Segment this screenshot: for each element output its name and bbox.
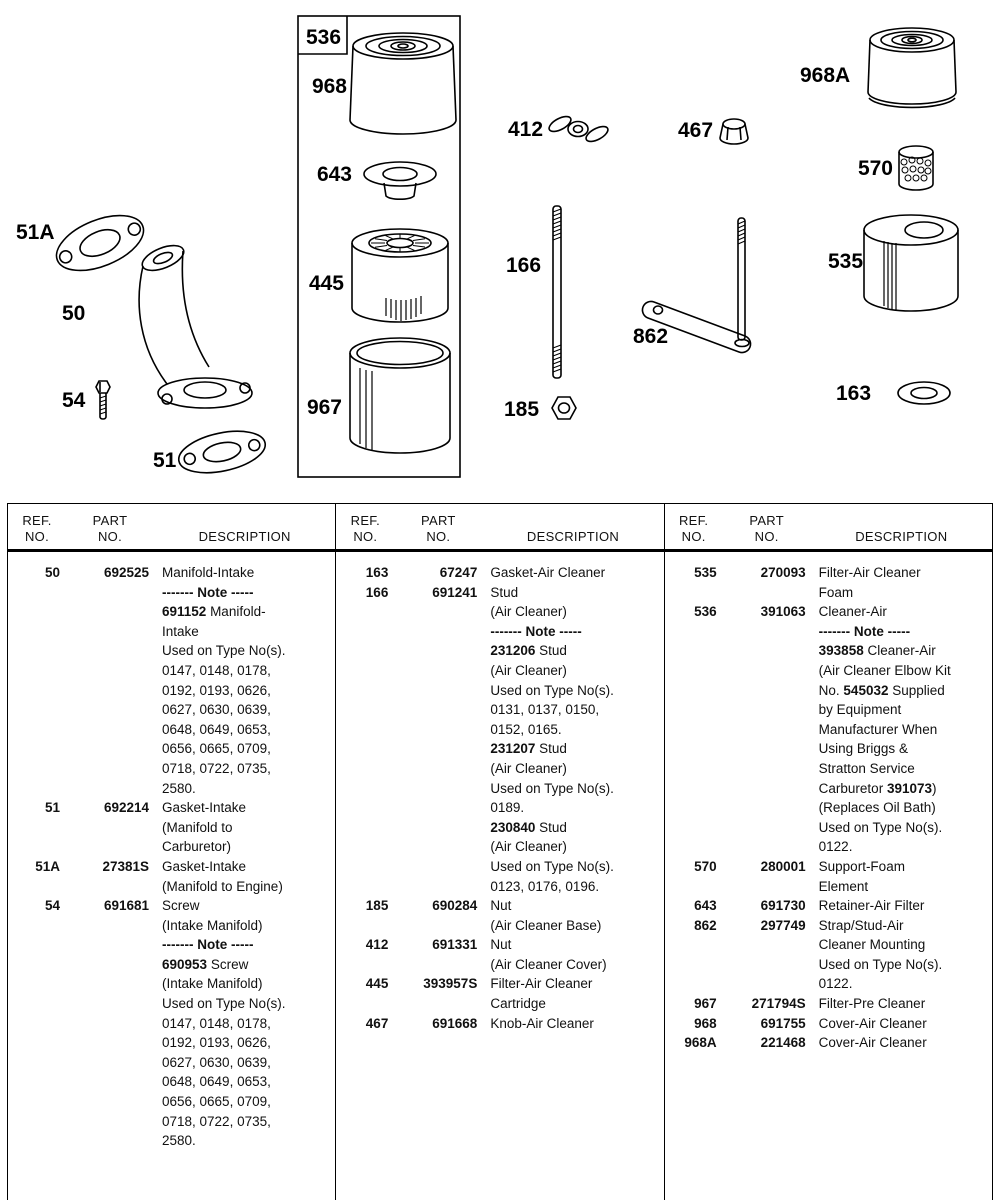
description-cell (154, 798, 335, 857)
column-rows (336, 552, 663, 1033)
part-no-header (66, 513, 154, 545)
header-line: NO. (754, 529, 779, 544)
description-line: Knob-Air Cleaner (490, 1015, 594, 1031)
header-line: PART (420, 513, 456, 528)
parts-row (665, 896, 992, 916)
ref-no-cell: 536 (694, 604, 717, 620)
description-line: Stratton Service (818, 760, 915, 776)
description-line: 0627, 0630, 0639, (162, 702, 271, 718)
header-line: NO. (97, 529, 122, 544)
description-cell (482, 896, 663, 935)
description-line: (Air Cleaner) (490, 760, 567, 776)
description-cell (811, 857, 992, 896)
ref-no-cell: 185 (365, 898, 389, 914)
label-51: 51 (153, 449, 177, 472)
description-line: 0656, 0665, 0709, (162, 1094, 271, 1110)
description-line: Cover-Air Cleaner (818, 1015, 927, 1031)
part-no-cell: 690284 (432, 898, 478, 914)
description-line: Carburetor) (162, 839, 232, 855)
column-header (665, 504, 992, 552)
description-line: 0147, 0148, 0178, (162, 662, 271, 678)
label-185: 185 (504, 398, 540, 421)
label-968: 968 (311, 75, 347, 98)
label-445: 445 (308, 272, 344, 295)
part-knob-air-cleaner-467 (720, 119, 748, 144)
description-line: Filter-Pre Cleaner (818, 996, 926, 1012)
description-line: Screw (162, 898, 200, 914)
parts-table (7, 503, 993, 1200)
description-line: 0718, 0722, 0735, (162, 1113, 271, 1129)
ref-no-cell: 570 (694, 858, 717, 874)
description-cell (811, 1033, 992, 1053)
description-line: Intake (162, 623, 199, 639)
header-line: NO. (24, 529, 49, 544)
shading-lines (360, 368, 372, 450)
header-line: REF. (678, 513, 709, 528)
column-rows (665, 552, 992, 1053)
description-line: Nut (490, 898, 512, 914)
part-no-header (394, 513, 482, 545)
ref-no-cell: 163 (365, 565, 389, 580)
description-line: Used on Type No(s). (818, 956, 943, 972)
description-cell (482, 974, 663, 1013)
ref-no-cell: 54 (44, 898, 60, 914)
part-no-header (723, 513, 811, 545)
ref-no-cell: 862 (694, 917, 717, 933)
header-line: REF. (350, 513, 381, 528)
parts-row (336, 1014, 663, 1034)
header-line: NO. (681, 529, 706, 544)
description-cell (482, 563, 663, 583)
label-968A: 968A (800, 64, 851, 87)
ref-no-cell: 535 (694, 565, 717, 580)
part-filter-foam-535 (864, 215, 958, 311)
description-cell (811, 896, 992, 916)
column-header (336, 504, 663, 552)
part-cover-air-cleaner-968 (350, 33, 456, 134)
description-line: 0131, 0137, 0150, (490, 702, 600, 718)
description-line: Cartridge (490, 996, 546, 1012)
parts-column-2 (336, 504, 664, 1200)
description-line: Filter-Air Cleaner (818, 565, 921, 580)
description-line: Foam (818, 584, 854, 600)
description-line: Nut (490, 937, 512, 953)
ref-no-cell: 467 (365, 1015, 389, 1031)
ref-no-cell: 166 (365, 584, 389, 600)
ref-no-cell: 643 (694, 898, 717, 914)
description-line: Gasket-Intake (162, 858, 247, 874)
part-no-cell: 271794S (751, 996, 806, 1012)
pleat-texture-front (386, 296, 421, 321)
part-no-cell: 221468 (760, 1035, 806, 1051)
part-support-foam-570 (899, 146, 933, 190)
description-line: 0123, 0176, 0196. (490, 878, 600, 894)
part-manifold-intake-50 (139, 240, 252, 408)
label-51A: 51A (16, 221, 55, 244)
part-no-cell: 270093 (760, 565, 806, 580)
description-line: Retainer-Air Filter (818, 898, 925, 914)
description-line: (Air Cleaner) (490, 839, 567, 855)
description-line: (Manifold to Engine) (162, 878, 283, 894)
part-gasket-intake-51 (175, 424, 269, 479)
header-line: PART (92, 513, 128, 528)
description-line: Cleaner-Air (818, 604, 887, 620)
parts-row (336, 583, 663, 897)
pleat-texture-top (371, 235, 429, 252)
label-535: 535 (828, 250, 864, 273)
description-line: 0192, 0193, 0626, (162, 682, 271, 698)
parts-column-1 (8, 504, 336, 1200)
ref-no-header (336, 513, 394, 545)
part-pre-cleaner-967 (350, 338, 450, 453)
label-467: 467 (678, 119, 714, 142)
description-header: DESCRIPTION (855, 529, 948, 544)
part-cover-air-cleaner-968A (868, 28, 956, 107)
description-line: 231206 Stud (490, 643, 567, 659)
description-cell (811, 1014, 992, 1034)
parts-row (665, 1033, 992, 1053)
parts-column-3 (665, 504, 992, 1200)
parts-row (665, 1014, 992, 1034)
header-line: NO. (353, 529, 378, 544)
part-no-cell: 691241 (432, 584, 478, 600)
description-cell (482, 935, 663, 974)
part-nut-185 (552, 397, 576, 419)
description-header: DESCRIPTION (526, 529, 620, 544)
description-line: Used on Type No(s). (162, 996, 286, 1012)
description-line: ------- Note ----- (162, 937, 254, 953)
description-cell (154, 563, 335, 798)
description-cell (154, 857, 335, 896)
label-166: 166 (506, 254, 542, 277)
description-line: (Air Cleaner Elbow Kit (818, 662, 951, 678)
description-line: (Air Cleaner) (490, 604, 567, 620)
ref-no-cell: 967 (694, 996, 717, 1012)
part-no-cell: 691681 (103, 898, 149, 914)
parts-row (665, 602, 992, 857)
part-no-cell: 692525 (103, 565, 149, 580)
parts-row (336, 896, 663, 935)
description-cell (482, 583, 663, 897)
description-line: Strap/Stud-Air (818, 917, 904, 933)
description-line: 0192, 0193, 0626, (162, 1035, 271, 1051)
description-line: 2580. (162, 780, 196, 796)
description-line: Support-Foam (818, 858, 905, 874)
parts-row (665, 563, 992, 602)
description-line: by Equipment (818, 702, 902, 718)
description-line: 0648, 0649, 0653, (162, 721, 271, 737)
ref-no-cell: 445 (365, 976, 389, 992)
description-line: 0189. (490, 800, 525, 816)
column-rows (8, 552, 335, 1151)
parts-row (8, 798, 335, 857)
description-cell (811, 602, 992, 857)
description-line: 0627, 0630, 0639, (162, 1054, 271, 1070)
description-line: 0648, 0649, 0653, (162, 1074, 271, 1090)
label-50: 50 (62, 302, 86, 325)
label-570: 570 (857, 157, 893, 180)
description-line: 0147, 0148, 0178, (162, 1015, 271, 1031)
description-line: 691152 Manifold- (162, 604, 266, 620)
description-line: 0656, 0665, 0709, (162, 741, 271, 757)
description-line: Gasket-Intake (162, 800, 247, 816)
column-header (8, 504, 335, 552)
description-line: Stud (490, 584, 519, 600)
part-no-cell: 297749 (760, 917, 806, 933)
description-line: Manifold-Intake (162, 565, 255, 580)
description-line: Carburetor 391073) (818, 780, 937, 796)
label-643: 643 (316, 163, 352, 186)
label-54: 54 (62, 389, 86, 412)
label-412: 412 (508, 118, 544, 141)
description-line: ------- Note ----- (818, 623, 911, 639)
ref-no-header (8, 513, 66, 545)
ref-no-header (665, 513, 723, 545)
description-line: ------- Note ----- (490, 623, 582, 639)
description-line: 230840 Stud (490, 819, 567, 835)
description-line: (Air Cleaner Cover) (490, 956, 607, 972)
description-line: Used on Type No(s). (162, 643, 286, 659)
description-line: 0152, 0165. (490, 721, 562, 737)
label-163: 163 (836, 382, 872, 405)
description-header: DESCRIPTION (198, 529, 291, 544)
description-cell (811, 994, 992, 1014)
part-wing-nut-412 (547, 114, 610, 145)
description-line: Cleaner Mounting (818, 937, 926, 953)
description-line: (Air Cleaner) (490, 662, 567, 678)
description-line: 231207 Stud (490, 741, 567, 757)
header-line: REF. (22, 513, 52, 528)
mesh-texture (901, 157, 931, 181)
description-cell (154, 896, 335, 1151)
ref-no-cell: 51A (35, 858, 60, 874)
ref-no-cell: 51 (44, 800, 60, 816)
description-line: (Manifold to (162, 819, 233, 835)
description-line: Using Briggs & (818, 741, 908, 757)
ref-no-cell: 412 (365, 937, 389, 953)
parts-row (665, 994, 992, 1014)
part-no-cell: 391063 (760, 604, 806, 620)
parts-row (665, 916, 992, 994)
description-cell (482, 1014, 663, 1034)
label-536: 536 (306, 26, 342, 49)
label-967: 967 (306, 396, 342, 419)
parts-diagram (0, 0, 1000, 497)
description-line: (Air Cleaner Base) (490, 917, 602, 933)
description-line: Manufacturer When (818, 721, 938, 737)
description-line: 0718, 0722, 0735, (162, 760, 271, 776)
description-line: (Intake Manifold) (162, 976, 263, 992)
parts-row (336, 563, 663, 583)
description-line: Cover-Air Cleaner (818, 1035, 927, 1051)
part-gasket-intake-51A (49, 204, 152, 281)
description-line: (Replaces Oil Bath) (818, 800, 936, 816)
description-cell (811, 916, 992, 994)
header-line: NO. (426, 529, 451, 544)
description-line: Gasket-Air Cleaner (490, 565, 606, 580)
parts-row (336, 935, 663, 974)
parts-row (665, 857, 992, 896)
ref-no-cell: 968A (684, 1035, 717, 1051)
part-filter-cartridge-445 (352, 229, 448, 322)
part-no-cell: 691668 (432, 1015, 478, 1031)
part-no-cell: 27381S (102, 858, 149, 874)
part-no-cell: 67247 (439, 565, 478, 580)
part-no-cell: 691730 (760, 898, 806, 914)
description-line: Element (818, 878, 869, 894)
part-gasket-air-cleaner-163 (898, 382, 950, 404)
description-line: Used on Type No(s). (490, 682, 614, 698)
part-no-cell: 692214 (103, 800, 149, 816)
part-screw-54 (96, 381, 110, 419)
part-no-cell: 691331 (432, 937, 478, 953)
description-line: 0122. (818, 976, 853, 992)
parts-row (336, 974, 663, 1013)
ref-no-cell: 50 (44, 565, 60, 580)
part-retainer-air-filter-643 (364, 162, 436, 199)
description-line: (Intake Manifold) (162, 917, 263, 933)
header-line: PART (749, 513, 784, 528)
description-line: No. 545032 Supplied (818, 682, 945, 698)
shading-lines (884, 241, 896, 310)
part-no-cell: 280001 (760, 858, 806, 874)
part-no-cell: 691755 (760, 1015, 806, 1031)
parts-row (8, 857, 335, 896)
description-line: Used on Type No(s). (818, 819, 943, 835)
part-stud-166 (553, 206, 561, 378)
description-line: 393858 Cleaner-Air (818, 643, 936, 659)
description-cell (811, 563, 992, 602)
description-line: Filter-Air Cleaner (490, 976, 593, 992)
description-line: Used on Type No(s). (490, 858, 614, 874)
description-line: ------- Note ----- (162, 584, 254, 600)
label-862: 862 (633, 325, 669, 348)
description-line: 2580. (162, 1133, 196, 1149)
parts-row (8, 896, 335, 1151)
parts-row (8, 563, 335, 798)
ref-no-cell: 968 (694, 1015, 717, 1031)
part-no-cell: 393957S (423, 976, 478, 992)
description-line: 0122. (818, 839, 853, 855)
description-line: 690953 Screw (162, 956, 249, 972)
description-line: Used on Type No(s). (490, 780, 614, 796)
